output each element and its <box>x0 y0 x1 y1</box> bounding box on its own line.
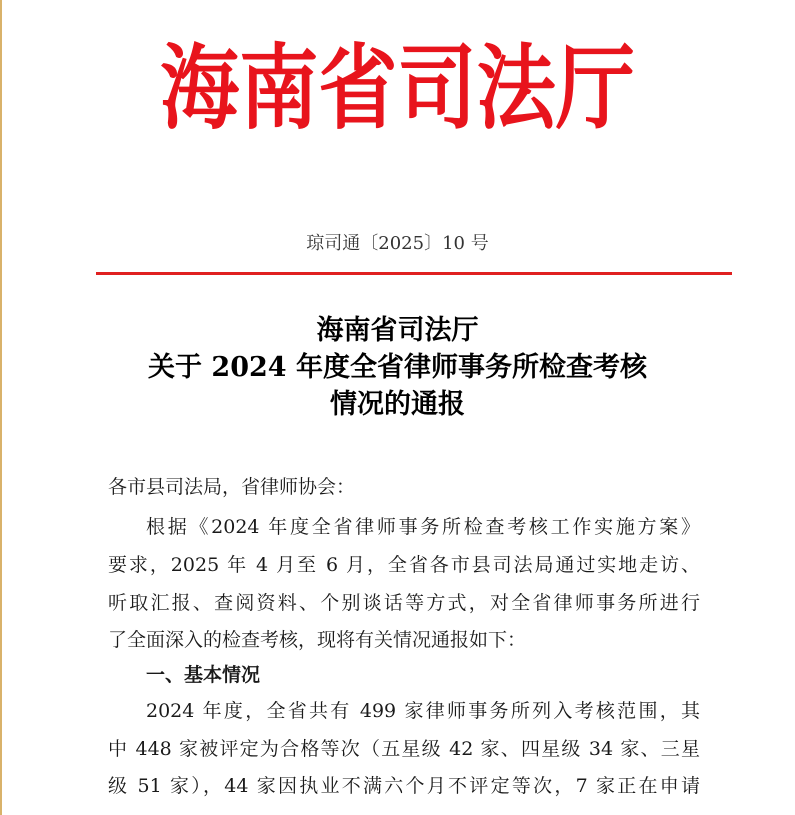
paragraph-line: 中 448 家被评定为合格等次（五星级 42 家、四星级 34 家、三星 <box>108 738 700 760</box>
title-line-2: 关于 2024 年度全省律师事务所检查考核 <box>148 352 647 383</box>
salutation: 各市县司法局，省律师协会： <box>108 476 356 498</box>
paragraph-line: 根据《2024 年度全省律师事务所检查考核工作实施方案》 <box>146 516 700 538</box>
masthead-title: 海南省司法厅 <box>160 34 635 142</box>
paragraph-line: 级 51 家），44 家因执业不满六个月不评定等次，7 家正在申请 <box>108 775 700 797</box>
paragraph-line: 要求，2025 年 4 月至 6 月，全省各市县司法局通过实地走访、 <box>108 554 700 576</box>
document-number: 琼司通〔2025〕10 号 <box>306 233 489 254</box>
title-line-3: 情况的通报 <box>330 389 465 420</box>
paragraph-line: 听取汇报、查阅资料、个别谈话等方式，对全省律师事务所进行 <box>108 592 700 614</box>
red-divider <box>96 272 732 275</box>
section-heading: 一、基本情况 <box>146 664 261 686</box>
paragraph-line: 2024 年度，全省共有 499 家律师事务所列入考核范围，其 <box>146 700 700 722</box>
title-line-1: 海南省司法厅 <box>316 315 479 346</box>
paragraph-line: 了全面深入的检查考核，现将有关情况通报如下： <box>108 629 527 651</box>
